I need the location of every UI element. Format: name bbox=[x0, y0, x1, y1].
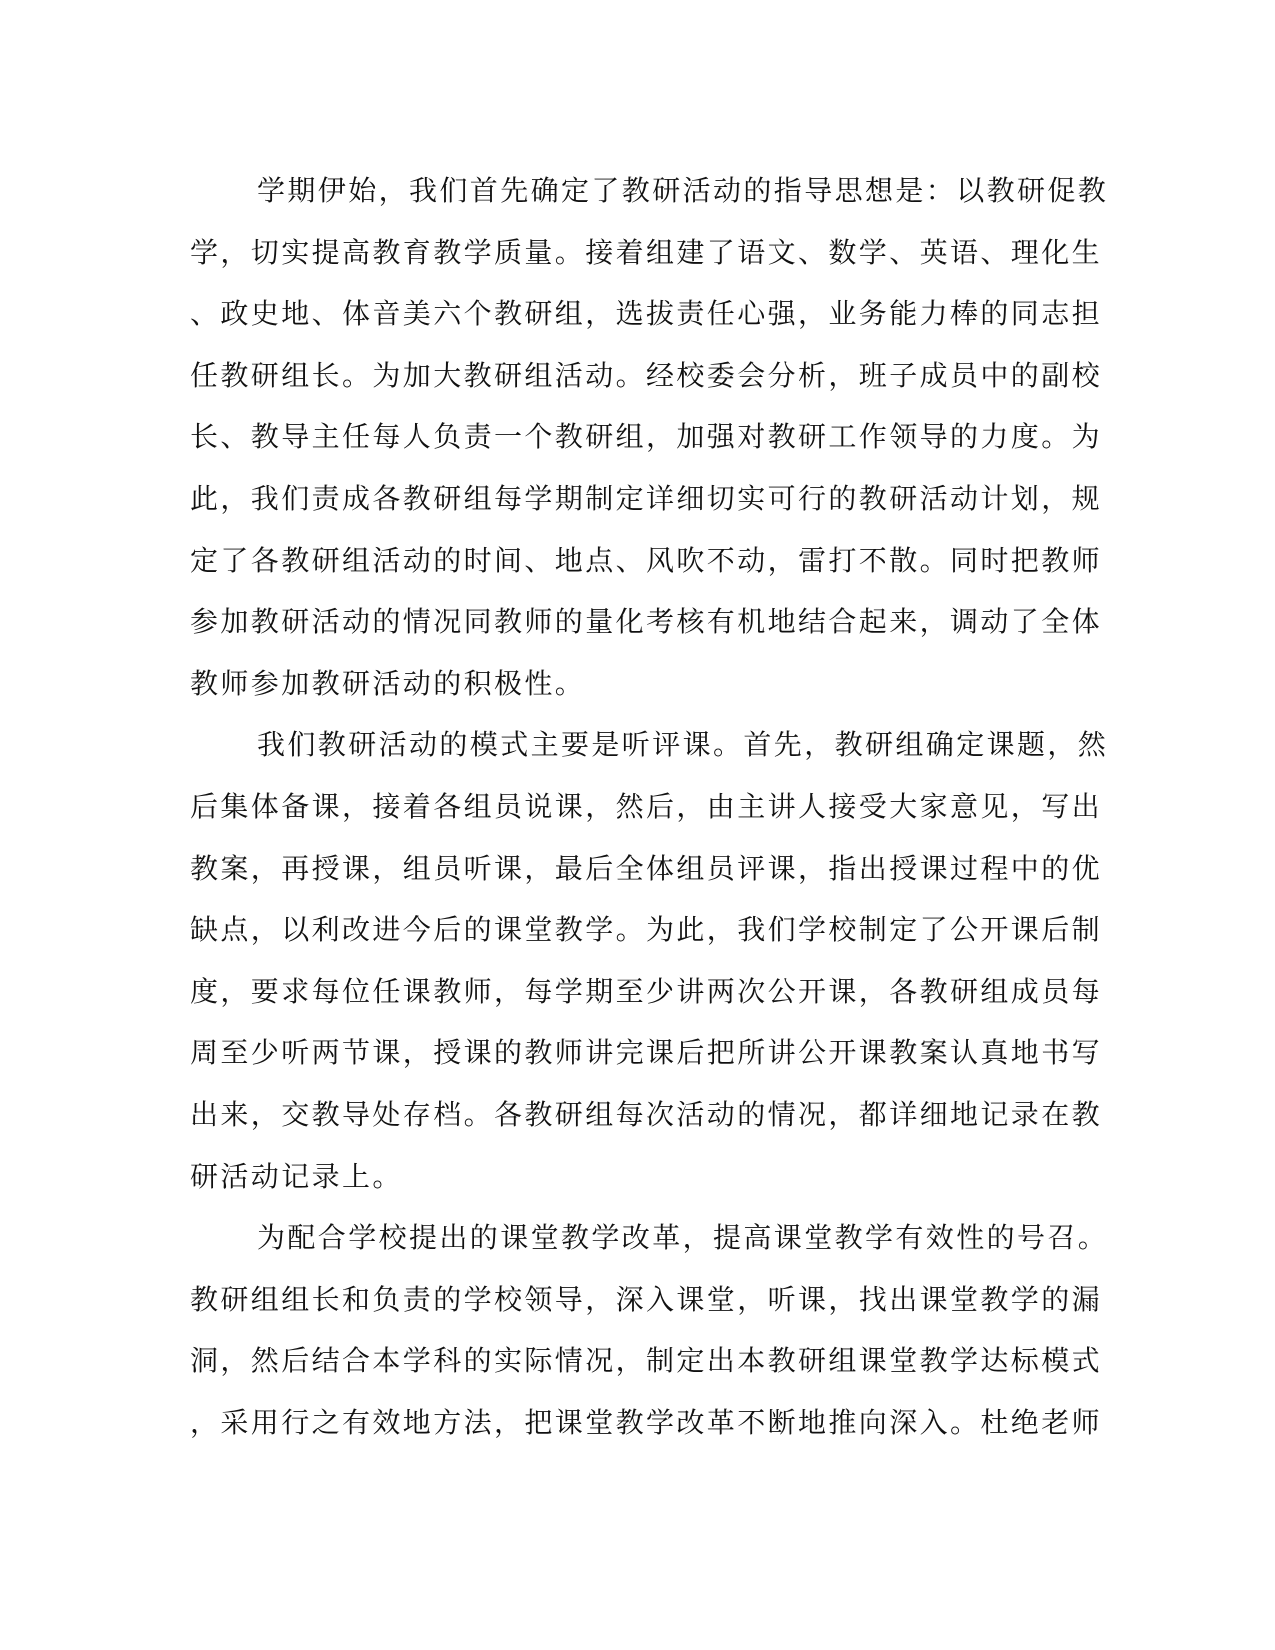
paragraph-1-line: 参加教研活动的情况同教师的量化考核有机地结合起来，调动了全体 bbox=[190, 605, 1103, 639]
paragraph-1-line: 此，我们责成各教研组每学期制定详细切实可行的教研活动计划，规 bbox=[190, 481, 1103, 515]
body-text bbox=[190, 160, 1109, 1453]
paragraph-1-line: 任教研组长。为加大教研组活动。经校委会分析，班子成员中的副校 bbox=[190, 358, 1103, 392]
paragraph-2-line: 我们教研活动的模式主要是听评课。首先，教研组确定课题，然 bbox=[257, 728, 1109, 762]
paragraph-3-line: 教研组组长和负责的学校领导，深入课堂，听课，找出课堂教学的漏 bbox=[190, 1282, 1103, 1316]
paragraph-2-line: 出来，交教导处存档。各教研组每次活动的情况，都详细地记录在教 bbox=[190, 1097, 1103, 1131]
paragraph-1-line: 教师参加教研活动的积极性。 bbox=[190, 666, 586, 700]
paragraph-1-line: 、政史地、体音美六个教研组，选拔责任心强，业务能力棒的同志担 bbox=[190, 297, 1103, 331]
paragraph-3-line: 洞，然后结合本学科的实际情况，制定出本教研组课堂教学达标模式 bbox=[190, 1344, 1103, 1378]
paragraph-3-line: 为配合学校提出的课堂教学改革，提高课堂教学有效性的号召。 bbox=[257, 1221, 1109, 1255]
paragraph-3-line: ，采用行之有效地方法，把课堂教学改革不断地推向深入。杜绝老师 bbox=[190, 1405, 1103, 1439]
paragraph-2-line: 缺点，以利改进今后的课堂教学。为此，我们学校制定了公开课后制 bbox=[190, 913, 1103, 947]
paragraph-1-line: 学期伊始，我们首先确定了教研活动的指导思想是：以教研促教 bbox=[257, 174, 1109, 207]
paragraph-2-line: 教案，再授课，组员听课，最后全体组员评课，指出授课过程中的优 bbox=[190, 851, 1103, 885]
paragraph-2-line: 研活动记录上。 bbox=[190, 1159, 403, 1193]
paragraph-1-line: 学，切实提高教育教学质量。接着组建了语文、数学、英语、理化生 bbox=[190, 235, 1103, 269]
paragraph-1-line: 长、教导主任每人负责一个教研组，加强对教研工作领导的力度。为 bbox=[190, 420, 1103, 454]
paragraph-1-line: 定了各教研组活动的时间、地点、风吹不动，雷打不散。同时把教师 bbox=[190, 543, 1103, 577]
paragraph-2-line: 度，要求每位任课教师，每学期至少讲两次公开课，各教研组成员每 bbox=[190, 974, 1103, 1008]
paragraph-2-line: 周至少听两节课，授课的教师讲完课后把所讲公开课教案认真地书写 bbox=[190, 1036, 1103, 1070]
paragraph-2-line: 后集体备课，接着各组员说课，然后，由主讲人接受大家意见，写出 bbox=[190, 789, 1103, 823]
